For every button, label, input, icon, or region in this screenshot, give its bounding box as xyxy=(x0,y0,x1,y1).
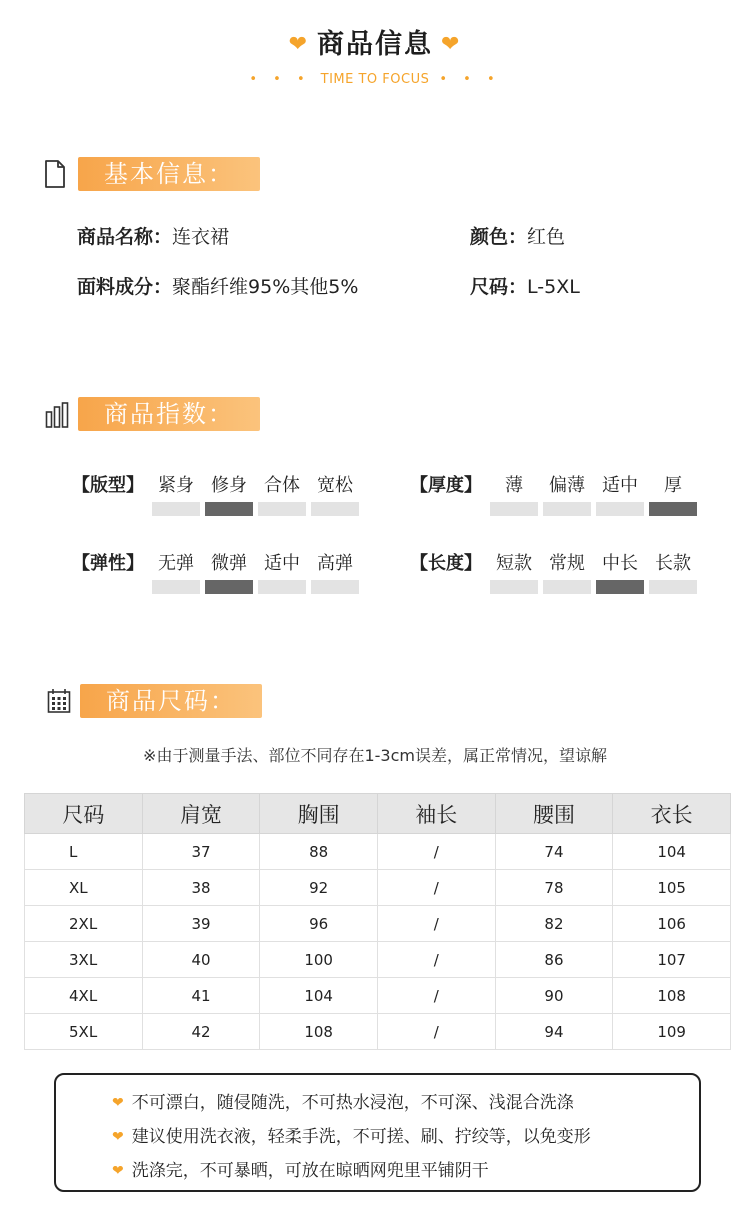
index-option: 中长 xyxy=(602,553,638,574)
table-cell: 96 xyxy=(260,906,378,942)
table-cell: 38 xyxy=(142,870,260,906)
page-subtitle: TIME TO FOCUS xyxy=(320,72,430,87)
index-bar xyxy=(596,580,644,594)
info-color-key: 颜色： xyxy=(470,226,528,248)
heart-icon: ❤ xyxy=(112,1129,124,1145)
table-cell: 40 xyxy=(142,942,260,978)
section-title-size: 商品尺码： xyxy=(80,684,262,718)
table-cell: 39 xyxy=(142,906,260,942)
index-bar xyxy=(152,502,200,516)
heart-icon: ❤ xyxy=(288,32,309,57)
index-label-length: 【长度】 xyxy=(410,553,482,574)
size-table-header-cell: 肩宽 xyxy=(142,794,260,834)
table-cell: 41 xyxy=(142,978,260,1014)
table-cell: 100 xyxy=(260,942,378,978)
info-fabric-value: 聚酯纤维95%其他5% xyxy=(172,276,359,298)
index-option: 合体 xyxy=(264,475,300,496)
index-option: 微弹 xyxy=(211,553,247,574)
size-table-header-cell: 胸围 xyxy=(260,794,378,834)
info-color-value: 红色 xyxy=(527,226,566,248)
index-option: 常规 xyxy=(549,553,585,574)
table-cell: / xyxy=(377,834,495,870)
care-line xyxy=(112,1088,574,1113)
size-table-header-cell: 袖长 xyxy=(377,794,495,834)
info-size-value: L-5XL xyxy=(527,276,580,298)
index-option: 无弹 xyxy=(158,553,194,574)
table-cell: 92 xyxy=(260,870,378,906)
table-cell: XL xyxy=(25,870,143,906)
index-bar xyxy=(258,502,306,516)
index-option: 偏薄 xyxy=(549,475,585,496)
section-title-basic: 基本信息： xyxy=(78,157,260,191)
index-bar xyxy=(205,502,253,516)
table-cell: 108 xyxy=(260,1014,378,1050)
info-size xyxy=(470,272,580,299)
table-cell: 42 xyxy=(142,1014,260,1050)
index-option: 高弹 xyxy=(317,553,353,574)
index-label-elasticity: 【弹性】 xyxy=(72,553,144,574)
index-bar xyxy=(543,502,591,516)
index-option: 适中 xyxy=(602,475,638,496)
table-cell: 78 xyxy=(495,870,613,906)
size-table-header-cell: 衣长 xyxy=(613,794,731,834)
table-cell: / xyxy=(377,1014,495,1050)
table-cell: 108 xyxy=(613,978,731,1014)
table-cell: 104 xyxy=(613,834,731,870)
table-cell: 104 xyxy=(260,978,378,1014)
table-row xyxy=(25,978,731,1014)
size-table-header xyxy=(25,794,731,834)
section-title-index: 商品指数： xyxy=(78,397,260,431)
info-fabric-key: 面料成分： xyxy=(77,276,173,298)
index-option: 短款 xyxy=(496,553,532,574)
care-text: 不可漂白，随侵随洗，不可热水浸泡，不可深、浅混合洗涤 xyxy=(131,1093,574,1113)
index-bar xyxy=(152,580,200,594)
measurement-note: ※由于测量手法、部位不同存在1-3cm误差，属正常情况，望谅解 xyxy=(143,746,607,765)
table-cell: 74 xyxy=(495,834,613,870)
index-bar xyxy=(596,502,644,516)
index-option: 紧身 xyxy=(158,475,194,496)
index-label-thickness: 【厚度】 xyxy=(410,475,482,496)
table-cell: / xyxy=(377,978,495,1014)
care-text: 建议使用洗衣液，轻柔手洗，不可搓、刷、拧绞等，以免变形 xyxy=(131,1127,591,1147)
index-option: 修身 xyxy=(211,475,247,496)
table-cell: 4XL xyxy=(25,978,143,1014)
index-option: 厚 xyxy=(664,475,682,496)
index-bar xyxy=(311,580,359,594)
index-bar xyxy=(311,502,359,516)
table-row xyxy=(25,870,731,906)
dots-right: • • • xyxy=(439,72,501,87)
index-option: 长款 xyxy=(655,553,691,574)
index-bar xyxy=(543,580,591,594)
table-cell: 82 xyxy=(495,906,613,942)
index-bar xyxy=(649,502,697,516)
info-name xyxy=(77,222,229,249)
table-row xyxy=(25,1014,731,1050)
page-title: 商品信息 xyxy=(317,29,433,60)
table-cell: 86 xyxy=(495,942,613,978)
info-name-key: 商品名称： xyxy=(77,226,173,248)
size-table-header-cell: 尺码 xyxy=(25,794,143,834)
index-bar xyxy=(649,580,697,594)
index-bar xyxy=(490,580,538,594)
index-bar xyxy=(490,502,538,516)
table-cell: 5XL xyxy=(25,1014,143,1050)
table-cell: 107 xyxy=(613,942,731,978)
heart-icon: ❤ xyxy=(112,1163,124,1179)
table-cell: 90 xyxy=(495,978,613,1014)
table-row xyxy=(25,906,731,942)
index-option: 薄 xyxy=(505,475,523,496)
table-cell: 106 xyxy=(613,906,731,942)
table-cell: 37 xyxy=(142,834,260,870)
care-line xyxy=(112,1156,489,1181)
bar-chart-icon xyxy=(45,402,69,428)
table-cell: 94 xyxy=(495,1014,613,1050)
heart-icon: ❤ xyxy=(112,1095,124,1111)
table-row xyxy=(25,834,731,870)
size-table xyxy=(24,793,731,1050)
size-table-header-cell: 腰围 xyxy=(495,794,613,834)
info-size-key: 尺码： xyxy=(470,276,528,298)
care-text: 洗涤完，不可暴晒，可放在晾晒网兜里平铺阴干 xyxy=(131,1161,489,1181)
info-color xyxy=(470,222,565,249)
dots-left: • • • xyxy=(249,72,311,87)
page-title-row xyxy=(0,22,750,61)
index-option: 适中 xyxy=(264,553,300,574)
table-cell: / xyxy=(377,942,495,978)
table-cell: 109 xyxy=(613,1014,731,1050)
page-subtitle-row xyxy=(0,72,750,87)
table-row xyxy=(25,942,731,978)
table-cell: L xyxy=(25,834,143,870)
care-line xyxy=(112,1122,591,1147)
table-cell: 2XL xyxy=(25,906,143,942)
table-cell: 105 xyxy=(613,870,731,906)
table-cell: 88 xyxy=(260,834,378,870)
info-fabric xyxy=(77,272,358,299)
index-label-fit: 【版型】 xyxy=(72,475,144,496)
table-cell: / xyxy=(377,906,495,942)
info-name-value: 连衣裙 xyxy=(172,226,230,248)
index-option: 宽松 xyxy=(317,475,353,496)
calendar-icon xyxy=(47,688,71,714)
table-cell: / xyxy=(377,870,495,906)
table-cell: 3XL xyxy=(25,942,143,978)
index-bar xyxy=(205,580,253,594)
document-icon xyxy=(44,160,66,188)
heart-icon: ❤ xyxy=(441,32,462,57)
index-bar xyxy=(258,580,306,594)
